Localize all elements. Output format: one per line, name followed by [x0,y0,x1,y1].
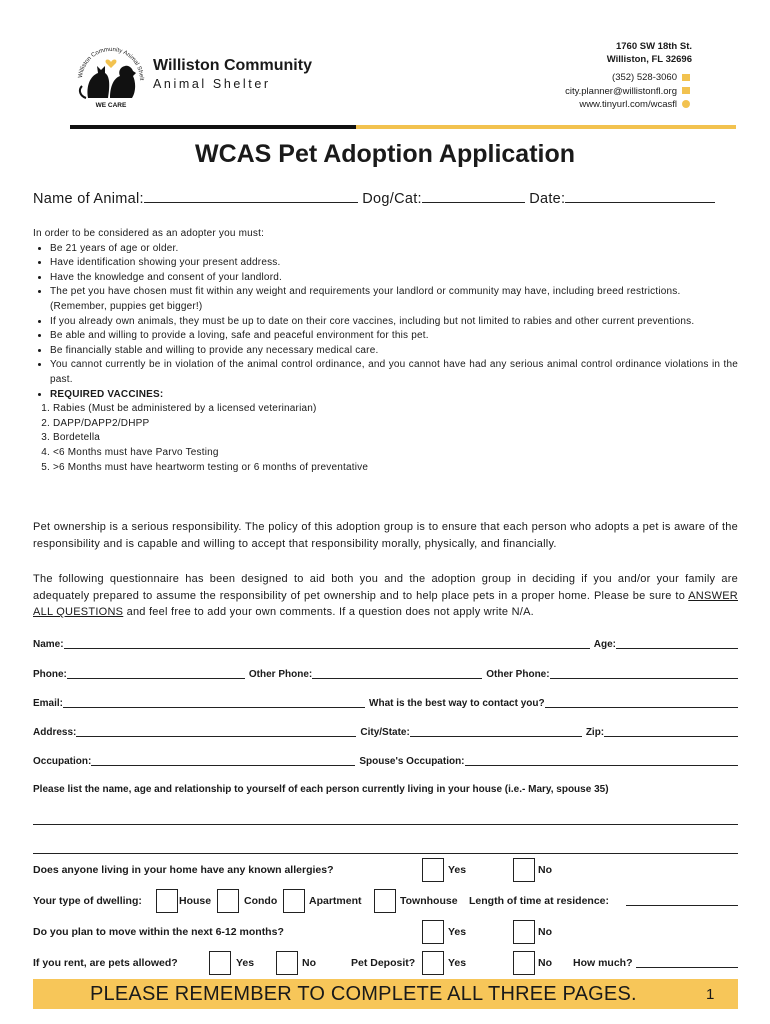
website-link[interactable]: www.tinyurl.com/wcasfl [579,99,677,110]
household-prompt: Please list the name, age and relationship to yourself of each person currently living in your house (i.e.- Mary, spouse 35) [33,784,609,795]
row-address [33,726,738,738]
other-phone-field-1[interactable] [312,668,482,679]
pets-allowed-yes-label: Yes [236,957,255,969]
mail-icon [682,87,690,94]
page-number: 1 [706,986,715,1003]
pets-allowed-yes-checkbox[interactable] [209,951,231,975]
deposit-no-checkbox[interactable] [513,951,535,975]
pets-allowed-no-checkbox[interactable] [276,951,298,975]
house-label: House [179,895,212,907]
email-address[interactable]: city.planner@willistonfl.org [565,85,677,97]
header-rule-dark [70,125,356,129]
move-question: Do you plan to move within the next 6-12 months? [33,926,284,938]
vaccine-item: 5. >6 Months must have heartworm testing or 6 months of preventative [53,461,738,476]
email-label: Email: [33,698,64,709]
move-yes-label: Yes [448,926,467,938]
other-phone-field-2[interactable] [550,668,738,679]
vaccine-item: 3. Bordetella [53,431,738,446]
age-label: Age: [593,639,616,650]
allergies-no-label: No [538,864,552,876]
pet-deposit-label: Pet Deposit? [351,957,416,969]
zip-field[interactable] [604,726,738,737]
length-time-field[interactable] [626,905,738,906]
pets-allowed-no-label: No [302,957,316,969]
dog-cat-field[interactable] [422,189,525,203]
responsibility-paragraph: Pet ownership is a serious responsibility. The policy of this adoption group is to ensure that each person who adopts a pet is aware of the responsibility and is capable and willing to accept that responsibility morally, physically, and financially. [33,521,738,550]
address-field[interactable] [76,726,356,737]
address-label: Address: [33,727,77,738]
townhouse-checkbox[interactable] [374,889,396,913]
requirement-item: • Be financially stable and willing to provide any necessary medical care. [50,344,738,359]
city-state-field[interactable] [410,726,582,737]
allergies-no-checkbox[interactable] [513,858,535,882]
address-line-1: 1760 SW 18th St. [615,41,692,52]
page-title: WCAS Pet Adoption Application [194,140,576,168]
how-much-field[interactable] [636,967,738,968]
animal-name-label: Name of Animal: [33,191,144,207]
date-label: Date: [529,191,566,207]
requirement-item: • You cannot currently be in violation of the animal control ordinance, and you cannot have had any serious animal control ordinance violations in the past. [50,358,738,387]
questionnaire-paragraph [33,571,738,621]
move-no-checkbox[interactable] [513,920,535,944]
length-time-label: Length of time at residence: [469,895,610,907]
requirements-intro: In order to be considered as an adopter you must: [33,228,265,239]
questionnaire-text-end: and feel free to add your own comments. If a question does not apply write N/A. [123,606,534,618]
best-contact-label: What is the best way to contact you? [369,698,545,709]
org-address [607,40,692,66]
condo-label: Condo [244,895,278,907]
city-state-label: City/State: [360,727,410,738]
occupation-field[interactable] [91,755,355,766]
requirements-section [33,227,738,475]
condo-checkbox[interactable] [217,889,239,913]
header-rule-gold [356,125,736,129]
rent-question: If you rent, are pets allowed? [33,957,178,969]
apartment-checkbox[interactable] [283,889,305,913]
townhouse-label: Townhouse [400,895,458,907]
phone-field[interactable] [67,668,245,679]
deposit-yes-checkbox[interactable] [422,951,444,975]
name-field[interactable] [64,638,590,649]
name-label: Name: [33,639,64,650]
allergies-yes-checkbox[interactable] [422,858,444,882]
phone-number: (352) 528-3060 [612,72,677,83]
row-name-age [33,638,738,650]
requirement-item: • Be able and willing to provide a loving, safe and peaceful environment for this pet. [50,329,738,344]
logo-ring-text: Williston Community Animal Shelt [77,46,145,81]
deposit-yes-label: Yes [448,957,467,969]
vaccine-item: 4. <6 Months must have Parvo Testing [53,446,738,461]
other-phone-label-1: Other Phone: [248,669,313,680]
other-phone-label-2: Other Phone: [486,669,550,680]
requirement-item: • The pet you have chosen must fit within any weight and requirements your landlord or community may have, including breed restrictions. (Remember, puppies get bigger!) [50,285,738,314]
vaccine-item: 1. Rabies (Must be administered by a licensed veterinarian) [53,402,738,417]
move-yes-checkbox[interactable] [422,920,444,944]
date-field[interactable] [565,189,715,203]
how-much-label: How much? [573,957,633,969]
org-subtitle: Animal Shelter [153,77,271,91]
dog-cat-label: Dog/Cat: [362,191,422,207]
dwelling-question: Your type of dwelling: [33,895,142,907]
logo-caption: WE CARE [95,102,127,109]
spouse-occupation-label: Spouse's Occupation: [359,756,465,767]
allergies-question: Does anyone living in your home have any known allergies? [33,864,334,876]
vaccine-item: 2. DAPP/DAPP2/DHPP [53,417,738,432]
phone-icon [682,74,690,81]
shelter-logo [70,40,152,110]
house-checkbox[interactable] [156,889,178,913]
requirement-item: • Have identification showing your present address. [50,256,738,271]
occupation-label: Occupation: [33,756,92,767]
move-no-label: No [538,926,552,938]
row-phones [33,668,738,680]
row-occupation [33,755,738,767]
best-contact-field[interactable] [545,697,738,708]
footer-reminder: PLEASE REMEMBER TO COMPLETE ALL THREE PAGES. [90,983,637,1005]
requirements-list [33,242,738,403]
org-name: Williston Community [153,57,312,74]
top-fields [33,189,715,207]
spouse-occupation-field[interactable] [465,755,738,766]
questionnaire-text: The following questionnaire has been designed to aid both you and the adoption group in deciding if you and/or your family are adequately prepared to assume the responsibility of pet ownership and to help place pets in a proper home. Please be sure to [33,573,738,602]
deposit-no-label: No [538,957,552,969]
animal-name-field[interactable] [144,189,358,203]
requirement-item: • Have the knowledge and consent of your landlord. [50,271,738,286]
apartment-label: Apartment [309,895,362,907]
requirement-item: • Be 21 years of age or older. [50,242,738,257]
contact-info [565,71,690,112]
household-line-2[interactable] [33,853,738,854]
address-line-2: Williston, FL 32696 [606,54,692,65]
row-email [33,697,738,709]
email-field[interactable] [63,697,365,708]
answer-all-emphasis: ANSWER ALL QUESTIONS [33,589,738,618]
age-field[interactable] [616,638,738,649]
requirement-item: • If you already own animals, they must be up to date on their core vaccines, including but not limited to rabies and other current preventions. [50,315,738,330]
allergies-yes-label: Yes [448,864,467,876]
household-line-1[interactable] [33,824,738,825]
zip-label: Zip: [585,727,605,738]
globe-icon [682,100,690,108]
phone-label: Phone: [33,669,67,680]
vaccines-list [33,402,738,475]
vaccines-heading: • REQUIRED VACCINES: [50,388,738,403]
